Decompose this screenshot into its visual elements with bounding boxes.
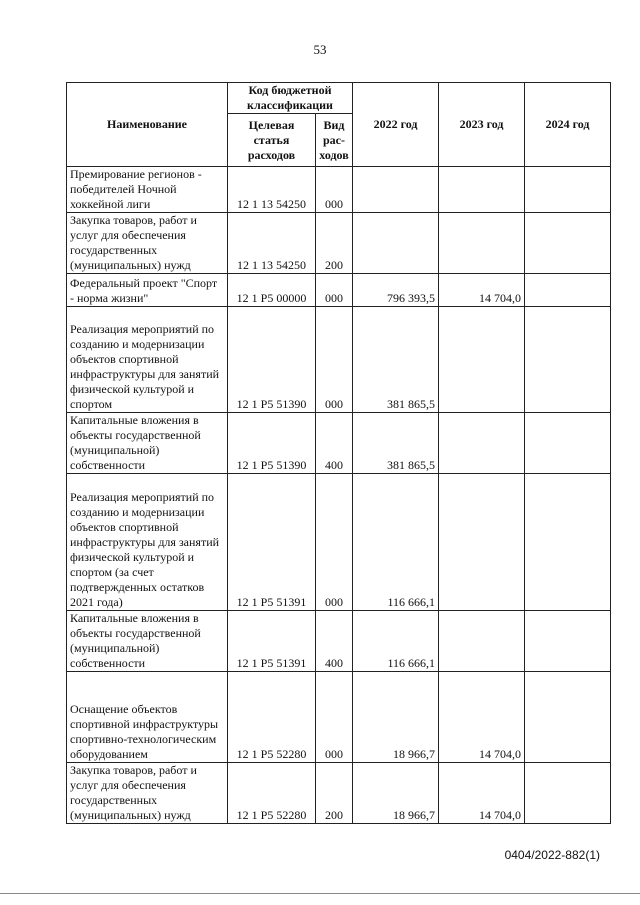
row-2023 [439, 474, 525, 611]
table-row [67, 307, 611, 413]
row-2024 [525, 611, 611, 672]
row-expense-type: 200 [316, 213, 353, 274]
row-target-article: 12 1 P5 00000 [228, 274, 316, 307]
row-target-article: 12 1 P5 52280 [228, 763, 316, 824]
page-number: 53 [313, 42, 327, 57]
row-2023 [439, 213, 525, 274]
row-name: Капитальные вложения в объекты государственной (муниципальной) собственности [67, 413, 228, 474]
table-row [67, 413, 611, 474]
row-2022: 18 966,7 [353, 763, 439, 824]
row-2022 [353, 167, 439, 213]
row-2024 [525, 763, 611, 824]
row-2023 [439, 413, 525, 474]
row-name: Закупка товаров, работ и услуг для обеспечения государственных (муниципальных) нужд [67, 213, 228, 274]
row-2024 [525, 474, 611, 611]
row-2023 [439, 611, 525, 672]
row-expense-type: 000 [316, 672, 353, 763]
table-row [67, 763, 611, 824]
row-expense-type: 200 [316, 763, 353, 824]
row-target-article: 12 1 P5 52280 [228, 672, 316, 763]
table-row [67, 672, 611, 763]
row-2022: 796 393,5 [353, 274, 439, 307]
row-name: Премирование регионов - победителей Ночной хоккейной лиги [67, 167, 228, 213]
row-target-article: 12 1 13 54250 [228, 167, 316, 213]
row-2022: 116 666,1 [353, 611, 439, 672]
row-2023 [439, 167, 525, 213]
row-target-article: 12 1 P5 51391 [228, 474, 316, 611]
header-2024: 2024 год [525, 83, 611, 167]
header-name: Наименование [67, 83, 228, 167]
header-target-article: Целевая статья расходов [228, 114, 316, 167]
row-2022: 18 966,7 [353, 672, 439, 763]
row-expense-type: 000 [316, 167, 353, 213]
row-expense-type: 000 [316, 274, 353, 307]
row-2022: 381 865,5 [353, 413, 439, 474]
row-2024 [525, 167, 611, 213]
row-2024 [525, 413, 611, 474]
row-target-article: 12 1 P5 51390 [228, 307, 316, 413]
header-2022: 2022 год [353, 83, 439, 167]
row-name: Реализация мероприятий по созданию и модернизации объектов спортивной инфраструктуры для занятий физической культурой и спортом [67, 307, 228, 413]
row-expense-type: 400 [316, 413, 353, 474]
row-name: Оснащение объектов спортивной инфраструктуры спортивно-технологическим оборудованием [67, 672, 228, 763]
header-expense-type: Вид рас-ходов [316, 114, 353, 167]
row-2023: 14 704,0 [439, 763, 525, 824]
row-name: Реализация мероприятий по созданию и модернизации объектов спортивной инфраструктуры для занятий физической культурой и спортом (за счет подтвержденных остатков 2021 года) [67, 474, 228, 611]
table-header-row [67, 83, 611, 114]
row-target-article: 12 1 P5 51391 [228, 611, 316, 672]
row-2023: 14 704,0 [439, 672, 525, 763]
header-budget-code: Код бюджетной классификации [228, 83, 353, 114]
row-2024 [525, 213, 611, 274]
bottom-divider [0, 893, 640, 894]
row-name: Закупка товаров, работ и услуг для обеспечения государственных (муниципальных) нужд [67, 763, 228, 824]
header-2023: 2023 год [439, 83, 525, 167]
row-2022: 381 865,5 [353, 307, 439, 413]
row-expense-type: 400 [316, 611, 353, 672]
row-2023: 14 704,0 [439, 274, 525, 307]
row-2024 [525, 307, 611, 413]
row-2024 [525, 274, 611, 307]
table-row [67, 611, 611, 672]
row-2022 [353, 213, 439, 274]
row-2022: 116 666,1 [353, 474, 439, 611]
row-expense-type: 000 [316, 307, 353, 413]
table-row [67, 474, 611, 611]
table-row [67, 167, 611, 213]
row-target-article: 12 1 P5 51390 [228, 413, 316, 474]
row-name: Капитальные вложения в объекты государственной (муниципальной) собственности [67, 611, 228, 672]
budget-table [66, 82, 611, 824]
row-2024 [525, 672, 611, 763]
table-row [67, 213, 611, 274]
table-row [67, 274, 611, 307]
row-name: Федеральный проект "Спорт - норма жизни" [67, 274, 228, 307]
row-expense-type: 000 [316, 474, 353, 611]
document-code: 0404/2022-882(1) [504, 848, 600, 862]
row-2023 [439, 307, 525, 413]
row-target-article: 12 1 13 54250 [228, 213, 316, 274]
